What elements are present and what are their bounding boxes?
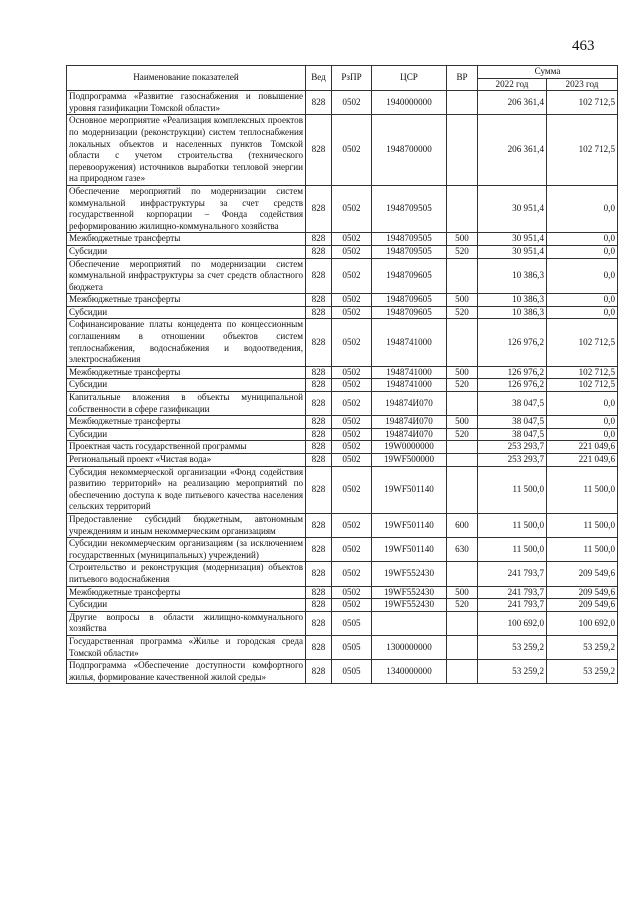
row-amount-2023: 0,0 bbox=[547, 185, 618, 232]
row-name: Региональный проект «Чистая вода» bbox=[67, 454, 306, 467]
row-csr: 19WF552430 bbox=[372, 599, 447, 612]
table-row bbox=[67, 416, 618, 429]
row-csr: 1340000000 bbox=[372, 660, 447, 684]
row-vr bbox=[447, 454, 478, 467]
row-vr bbox=[447, 258, 478, 294]
row-csr: 19WF501140 bbox=[372, 466, 447, 513]
row-name: Субсидии некоммерческим организациям (за исключением государственных (муниципальных) учреждений) bbox=[67, 538, 306, 562]
row-name: Основное мероприятие «Реализация комплексных проектов по модернизации (реконструкции) систем теплоснабжения локальных объектов и населенных пунктов Томской области с учетом строительства (технического перевооружения) источников выработки тепловой энергии на природном газе» bbox=[67, 115, 306, 186]
row-name: Субсидии bbox=[67, 428, 306, 441]
row-vr: 520 bbox=[447, 245, 478, 258]
row-vr bbox=[447, 441, 478, 454]
table-row bbox=[67, 635, 618, 659]
row-name: Подпрограмма «Обеспечение доступности комфортного жилья, формирование качественной жилой среды» bbox=[67, 660, 306, 684]
row-amount-2023: 209 549,6 bbox=[547, 586, 618, 599]
table-row bbox=[67, 392, 618, 416]
row-rzpr: 0505 bbox=[332, 660, 372, 684]
row-amount-2023: 102 712,5 bbox=[547, 319, 618, 366]
row-rzpr: 0502 bbox=[332, 185, 372, 232]
row-ved: 828 bbox=[306, 185, 332, 232]
row-rzpr: 0502 bbox=[332, 245, 372, 258]
row-amount-2023: 221 049,6 bbox=[547, 454, 618, 467]
row-rzpr: 0502 bbox=[332, 428, 372, 441]
row-rzpr: 0502 bbox=[332, 466, 372, 513]
row-csr: 1948709605 bbox=[372, 306, 447, 319]
row-amount-2022: 126 976,2 bbox=[478, 319, 547, 366]
row-name: Межбюджетные трансферты bbox=[67, 416, 306, 429]
row-ved: 828 bbox=[306, 416, 332, 429]
table-row bbox=[67, 538, 618, 562]
row-name: Межбюджетные трансферты bbox=[67, 294, 306, 307]
row-ved: 828 bbox=[306, 245, 332, 258]
row-name: Межбюджетные трансферты bbox=[67, 366, 306, 379]
row-rzpr: 0502 bbox=[332, 379, 372, 392]
row-vr bbox=[447, 562, 478, 586]
row-ved: 828 bbox=[306, 115, 332, 186]
row-csr: 1300000000 bbox=[372, 635, 447, 659]
row-ved: 828 bbox=[306, 513, 332, 537]
table-row bbox=[67, 599, 618, 612]
row-vr bbox=[447, 611, 478, 635]
table-row bbox=[67, 586, 618, 599]
row-amount-2022: 11 500,0 bbox=[478, 513, 547, 537]
row-amount-2023: 0,0 bbox=[547, 258, 618, 294]
row-amount-2023: 0,0 bbox=[547, 294, 618, 307]
row-rzpr: 0502 bbox=[332, 416, 372, 429]
header-vr: ВР bbox=[447, 66, 478, 91]
row-amount-2022: 206 361,4 bbox=[478, 91, 547, 115]
table-row bbox=[67, 428, 618, 441]
row-amount-2022: 11 500,0 bbox=[478, 466, 547, 513]
row-name: Межбюджетные трансферты bbox=[67, 586, 306, 599]
row-vr: 600 bbox=[447, 513, 478, 537]
table-row bbox=[67, 245, 618, 258]
row-rzpr: 0502 bbox=[332, 538, 372, 562]
row-ved: 828 bbox=[306, 294, 332, 307]
row-ved: 828 bbox=[306, 466, 332, 513]
row-amount-2022: 241 793,7 bbox=[478, 586, 547, 599]
row-name: Проектная часть государственной программы bbox=[67, 441, 306, 454]
row-amount-2022: 30 951,4 bbox=[478, 245, 547, 258]
row-amount-2022: 126 976,2 bbox=[478, 379, 547, 392]
row-vr: 630 bbox=[447, 538, 478, 562]
row-amount-2023: 11 500,0 bbox=[547, 513, 618, 537]
row-csr: 1948709505 bbox=[372, 185, 447, 232]
header-year-2022: 2022 год bbox=[478, 78, 547, 91]
row-csr: 1948741000 bbox=[372, 366, 447, 379]
row-vr: 500 bbox=[447, 416, 478, 429]
row-amount-2022: 253 293,7 bbox=[478, 441, 547, 454]
table-row bbox=[67, 660, 618, 684]
row-amount-2023: 53 259,2 bbox=[547, 660, 618, 684]
row-ved: 828 bbox=[306, 306, 332, 319]
table-body bbox=[67, 91, 618, 684]
row-csr: 19WF552430 bbox=[372, 562, 447, 586]
row-csr: 1940000000 bbox=[372, 91, 447, 115]
row-csr: 1948700000 bbox=[372, 115, 447, 186]
row-vr bbox=[447, 319, 478, 366]
row-amount-2022: 10 386,3 bbox=[478, 294, 547, 307]
row-amount-2023: 0,0 bbox=[547, 233, 618, 246]
row-vr bbox=[447, 635, 478, 659]
row-ved: 828 bbox=[306, 428, 332, 441]
row-csr: 19WF501140 bbox=[372, 538, 447, 562]
row-rzpr: 0502 bbox=[332, 454, 372, 467]
header-rzpr: РзПР bbox=[332, 66, 372, 91]
row-vr bbox=[447, 91, 478, 115]
row-csr: 1948709605 bbox=[372, 258, 447, 294]
budget-table bbox=[66, 65, 618, 684]
row-csr: 1948741000 bbox=[372, 319, 447, 366]
row-rzpr: 0502 bbox=[332, 306, 372, 319]
row-amount-2023: 11 500,0 bbox=[547, 466, 618, 513]
row-csr: 1948709605 bbox=[372, 294, 447, 307]
row-ved: 828 bbox=[306, 233, 332, 246]
row-amount-2023: 0,0 bbox=[547, 306, 618, 319]
row-rzpr: 0502 bbox=[332, 233, 372, 246]
row-ved: 828 bbox=[306, 91, 332, 115]
table-row bbox=[67, 233, 618, 246]
row-vr: 500 bbox=[447, 233, 478, 246]
row-rzpr: 0502 bbox=[332, 392, 372, 416]
row-amount-2023: 0,0 bbox=[547, 416, 618, 429]
row-amount-2023: 0,0 bbox=[547, 392, 618, 416]
row-rzpr: 0502 bbox=[332, 441, 372, 454]
row-amount-2022: 10 386,3 bbox=[478, 306, 547, 319]
row-rzpr: 0502 bbox=[332, 366, 372, 379]
row-vr: 500 bbox=[447, 586, 478, 599]
table-row bbox=[67, 513, 618, 537]
row-amount-2023: 102 712,5 bbox=[547, 115, 618, 186]
row-ved: 828 bbox=[306, 538, 332, 562]
row-ved: 828 bbox=[306, 258, 332, 294]
row-csr: 194874И070 bbox=[372, 416, 447, 429]
row-name: Межбюджетные трансферты bbox=[67, 233, 306, 246]
row-ved: 828 bbox=[306, 586, 332, 599]
row-vr: 520 bbox=[447, 428, 478, 441]
table-row bbox=[67, 441, 618, 454]
table-row bbox=[67, 91, 618, 115]
table-row bbox=[67, 115, 618, 186]
row-amount-2022: 10 386,3 bbox=[478, 258, 547, 294]
row-rzpr: 0505 bbox=[332, 611, 372, 635]
row-rzpr: 0502 bbox=[332, 599, 372, 612]
header-year-2023: 2023 год bbox=[547, 78, 618, 91]
row-name: Подпрограмма «Развитие газоснабжения и повышение уровня газификации Томской области» bbox=[67, 91, 306, 115]
row-name: Государственная программа «Жилье и городская среда Томской области» bbox=[67, 635, 306, 659]
row-amount-2022: 206 361,4 bbox=[478, 115, 547, 186]
row-ved: 828 bbox=[306, 379, 332, 392]
row-name: Субсидии bbox=[67, 306, 306, 319]
row-amount-2022: 253 293,7 bbox=[478, 454, 547, 467]
header-csr: ЦСР bbox=[372, 66, 447, 91]
row-rzpr: 0502 bbox=[332, 91, 372, 115]
row-csr: 194874И070 bbox=[372, 428, 447, 441]
row-vr: 520 bbox=[447, 306, 478, 319]
row-name: Софинансирование платы концедента по концессионным соглашениям в отношении объектов систем теплоснабжения, водоснабжения и водоотведения, электроснабжения bbox=[67, 319, 306, 366]
row-ved: 828 bbox=[306, 454, 332, 467]
row-rzpr: 0502 bbox=[332, 586, 372, 599]
row-name: Субсидия некоммерческой организации «Фонд содействия развитию территорий» на реализацию мероприятий по обеспечению доступа к воде питьевого качества населения сельских территорий bbox=[67, 466, 306, 513]
row-amount-2023: 0,0 bbox=[547, 245, 618, 258]
row-rzpr: 0502 bbox=[332, 294, 372, 307]
row-amount-2022: 30 951,4 bbox=[478, 185, 547, 232]
row-vr bbox=[447, 185, 478, 232]
header-ved: Вед bbox=[306, 66, 332, 91]
table-row bbox=[67, 466, 618, 513]
row-amount-2023: 209 549,6 bbox=[547, 562, 618, 586]
row-rzpr: 0505 bbox=[332, 635, 372, 659]
row-amount-2022: 100 692,0 bbox=[478, 611, 547, 635]
row-vr: 520 bbox=[447, 599, 478, 612]
row-ved: 828 bbox=[306, 599, 332, 612]
row-ved: 828 bbox=[306, 366, 332, 379]
row-rzpr: 0502 bbox=[332, 115, 372, 186]
row-name: Субсидии bbox=[67, 599, 306, 612]
table-row bbox=[67, 306, 618, 319]
row-name: Субсидии bbox=[67, 379, 306, 392]
row-ved: 828 bbox=[306, 441, 332, 454]
table-row bbox=[67, 185, 618, 232]
row-amount-2022: 53 259,2 bbox=[478, 660, 547, 684]
row-amount-2023: 0,0 bbox=[547, 428, 618, 441]
row-vr bbox=[447, 392, 478, 416]
row-rzpr: 0502 bbox=[332, 562, 372, 586]
table-row bbox=[67, 319, 618, 366]
row-rzpr: 0502 bbox=[332, 258, 372, 294]
row-amount-2022: 241 793,7 bbox=[478, 599, 547, 612]
row-name: Предоставление субсидий бюджетным, автономным учреждениям и иным некоммерческим организациям bbox=[67, 513, 306, 537]
table-row bbox=[67, 366, 618, 379]
table-row bbox=[67, 611, 618, 635]
row-csr bbox=[372, 611, 447, 635]
row-amount-2022: 38 047,5 bbox=[478, 392, 547, 416]
row-rzpr: 0502 bbox=[332, 513, 372, 537]
row-csr: 194874И070 bbox=[372, 392, 447, 416]
table-row bbox=[67, 379, 618, 392]
row-amount-2022: 11 500,0 bbox=[478, 538, 547, 562]
row-amount-2023: 209 549,6 bbox=[547, 599, 618, 612]
row-csr: 19WF552430 bbox=[372, 586, 447, 599]
row-csr: 19WF500000 bbox=[372, 454, 447, 467]
row-vr: 500 bbox=[447, 366, 478, 379]
row-vr bbox=[447, 115, 478, 186]
row-amount-2023: 53 259,2 bbox=[547, 635, 618, 659]
row-amount-2022: 38 047,5 bbox=[478, 416, 547, 429]
row-csr: 1948741000 bbox=[372, 379, 447, 392]
row-name: Строительство и реконструкция (модернизация) объектов питьевого водоснабжения bbox=[67, 562, 306, 586]
row-name: Обеспечение мероприятий по модернизации систем коммунальной инфраструктуры за счет средств государственной корпорации – Фонда содействия реформированию жилищно-коммунального хозяйства bbox=[67, 185, 306, 232]
row-vr bbox=[447, 466, 478, 513]
table-row bbox=[67, 454, 618, 467]
row-vr: 500 bbox=[447, 294, 478, 307]
row-amount-2022: 126 976,2 bbox=[478, 366, 547, 379]
row-vr: 520 bbox=[447, 379, 478, 392]
page-number: 463 bbox=[572, 38, 595, 54]
row-ved: 828 bbox=[306, 611, 332, 635]
row-csr: 19W0000000 bbox=[372, 441, 447, 454]
row-amount-2023: 102 712,5 bbox=[547, 91, 618, 115]
row-amount-2023: 100 692,0 bbox=[547, 611, 618, 635]
row-ved: 828 bbox=[306, 319, 332, 366]
row-ved: 828 bbox=[306, 660, 332, 684]
row-name: Другие вопросы в области жилищно-коммунального хозяйства bbox=[67, 611, 306, 635]
row-amount-2022: 38 047,5 bbox=[478, 428, 547, 441]
row-amount-2022: 30 951,4 bbox=[478, 233, 547, 246]
row-csr: 19WF501140 bbox=[372, 513, 447, 537]
row-amount-2022: 53 259,2 bbox=[478, 635, 547, 659]
table-row bbox=[67, 294, 618, 307]
row-csr: 1948709505 bbox=[372, 233, 447, 246]
row-ved: 828 bbox=[306, 562, 332, 586]
row-name: Обеспечение мероприятий по модернизации систем коммунальной инфраструктуры за счет средств областного бюджета bbox=[67, 258, 306, 294]
row-vr bbox=[447, 660, 478, 684]
row-ved: 828 bbox=[306, 392, 332, 416]
row-amount-2023: 102 712,5 bbox=[547, 366, 618, 379]
row-ved: 828 bbox=[306, 635, 332, 659]
row-rzpr: 0502 bbox=[332, 319, 372, 366]
row-amount-2023: 221 049,6 bbox=[547, 441, 618, 454]
table-row bbox=[67, 562, 618, 586]
row-amount-2023: 11 500,0 bbox=[547, 538, 618, 562]
row-name: Субсидии bbox=[67, 245, 306, 258]
row-amount-2023: 102 712,5 bbox=[547, 379, 618, 392]
row-name: Капитальные вложения в объекты муниципальной собственности в сфере газификации bbox=[67, 392, 306, 416]
row-amount-2022: 241 793,7 bbox=[478, 562, 547, 586]
table-row bbox=[67, 258, 618, 294]
row-csr: 1948709505 bbox=[372, 245, 447, 258]
header-name: Наименование показателей bbox=[67, 66, 306, 91]
header-sum: Сумма bbox=[478, 66, 618, 79]
